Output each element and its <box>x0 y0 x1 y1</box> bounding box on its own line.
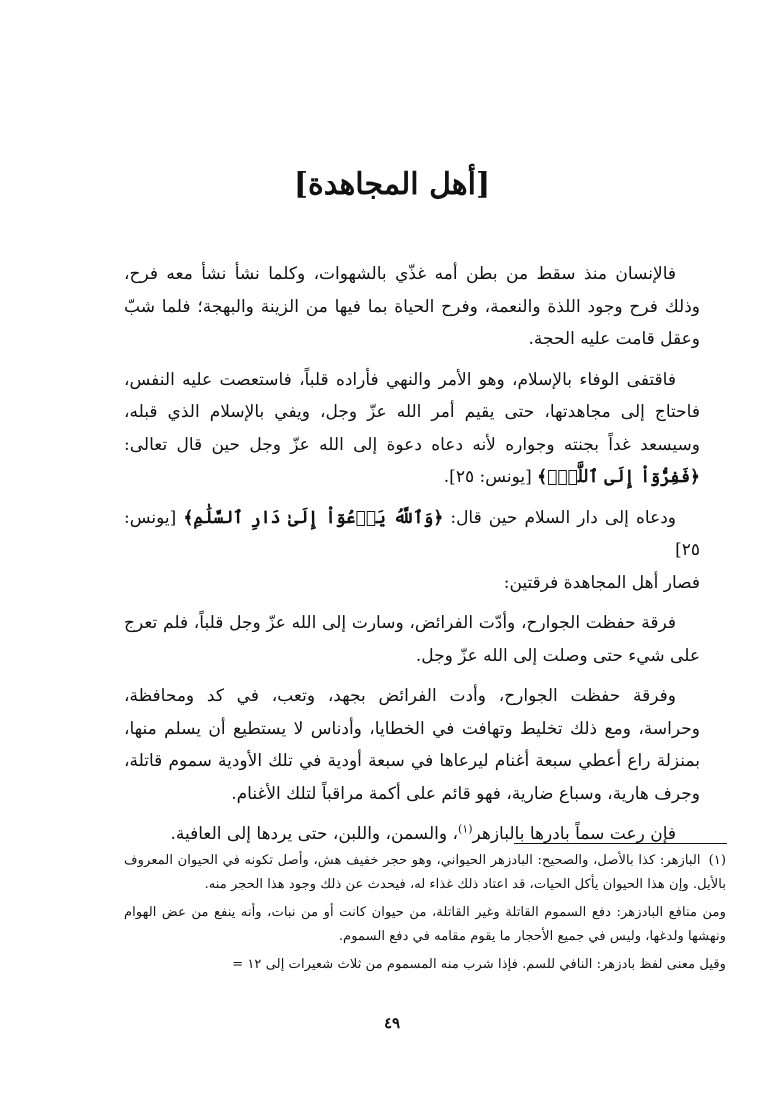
footnote-reference[interactable]: (١) <box>457 822 473 836</box>
paragraph-6-text: فإن رعت سماً بادرها بالبازهر <box>472 824 676 844</box>
paragraph-3-continuation: فصار أهل المجاهدة فرقتين: <box>503 572 700 593</box>
footnote-2: ومن منافع البادزهر: دفع السموم القاتلة وغير القاتلة، من حيوان كانت أو من نبات، وأنه ينفع من عض الهوام ونهشها ولدغها، وليس في جميع الأحجار ما يقوم مقامه في دفع السموم. <box>124 905 726 944</box>
paragraph-6 <box>124 818 700 851</box>
footnote-marker: (١) <box>708 853 726 868</box>
footnote-1 <box>124 849 726 897</box>
verse-reference-1: [يونس: ٢٥]. <box>443 467 538 487</box>
quran-verse-1: ﴿فَفِرُّوٓاْ إِلَى ٱللَّهِۖ﴾ <box>537 467 700 487</box>
footnote-divider <box>514 843 727 844</box>
paragraph-1: فالإنسان منذ سقط من بطن أمه غذّي بالشهوات، وكلما نشأ نشأ معه فرح، وذلك فرح وجود اللذة والنعمة، وفرح الحياة بما فيها من الزينة والبهجة؛ فلما شبّ وعقل قامت عليه الحجة. <box>124 264 700 349</box>
paragraph-2-text: فاقتفى الوفاء بالإسلام، وهو الأمر والنهي فأراده قلباً، فاستعصت عليه النفس، فاحتاج إلى مجاهدتها، حتى يقيم أمر الله عزّ وجل، ويفي بالإسلام الذي قبله، وسيسعد غداً بجنته وجواره لأنه دعاه دعوة إلى الله عزّ وجل حين قال تعالى: <box>124 369 700 455</box>
paragraph-5: وفرقة حفظت الجوارح، وأدت الفرائض بجهد، وتعب، في كد ومحافظة، وحراسة، ومع ذلك تخليط وتهافت في الخطايا، وأدناس لا يستطيع أن يسلم منها، بمنزلة راع أعطي سبعة أغنام ليرعاها في سبعة أودية في تلك الأودية سموم قاتلة، وجرف هارية، وسباع ضارية، فهو قائم على أكمة مراقباً لتلك الأغنام. <box>124 686 700 804</box>
main-text <box>124 258 700 859</box>
verse-reference-2: [يونس: ٢٥] <box>124 507 700 560</box>
paragraph-3-text: ودعاه إلى دار السلام حين قال: <box>443 507 676 528</box>
paragraph-2 <box>124 364 700 494</box>
chapter-title: [أهل المجاهدة] <box>293 167 491 202</box>
quran-verse-2: ﴿وَٱللَّهُ يَدۡعُوٓاْ إِلَىٰ دَارِ ٱلسَّلَٰمِ﴾ <box>183 507 444 528</box>
footnote-1-text: البازهر: كذا بالأصل، والصحيح: البادزهر الحيواني، وهو حجر خفيف هش، وأصل تكونه في الحيوان المعروف بالأيل. وإن هذا الحيوان يأكل الحيات، قد اعتاد ذلك غذاء له، فيحدث عن ذلك وجود هذا الحجر منه. <box>124 853 726 892</box>
paragraph-3 <box>124 502 700 567</box>
paragraph-6-text-end: ، والسمن، واللبن، حتى يردها إلى العافية. <box>170 824 458 844</box>
page-number: ٤٩ <box>383 1014 401 1032</box>
paragraph-4: فرقة حفظت الجوارح، وأدّت الفرائض، وسارت إلى الله عزّ وجل قلباً، فلم تعرج على شيء حتى وصلت إلى الله عزّ وجل. <box>124 613 700 666</box>
footnotes <box>124 849 726 981</box>
footnote-3: وقيل معنى لفظ بادزهر: النافي للسم. فإذا شرب منه المسموم من ثلاث شعيرات إلى ١٢ = <box>232 957 726 972</box>
